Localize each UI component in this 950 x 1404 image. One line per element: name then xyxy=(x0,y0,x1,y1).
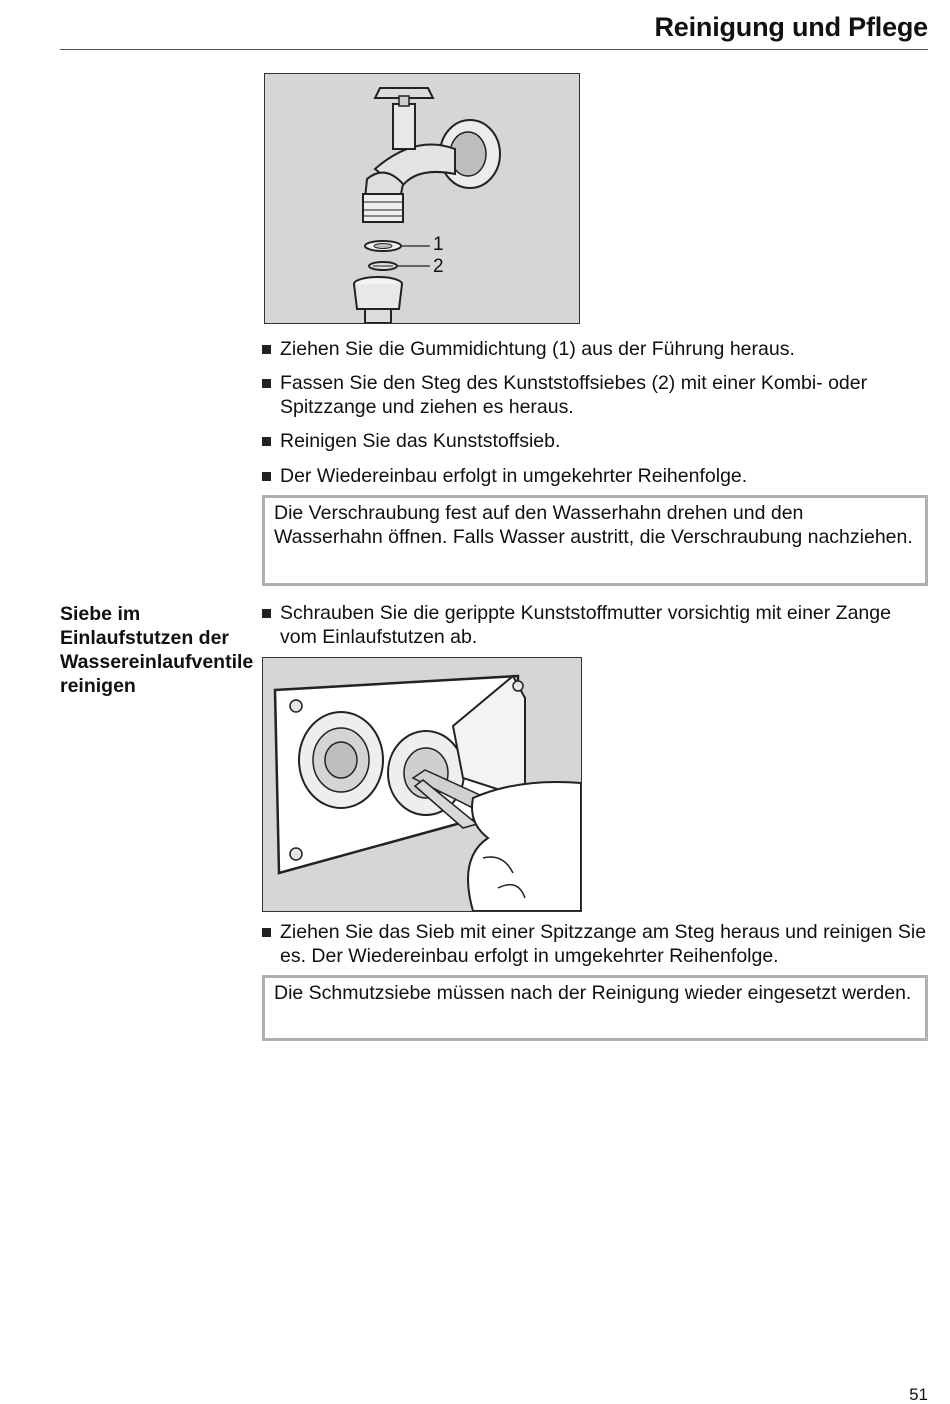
list-item xyxy=(262,337,928,361)
list-item xyxy=(262,429,928,453)
inlet-valve-drawing xyxy=(263,658,581,911)
list-item xyxy=(262,464,928,488)
note-text: Die Verschraubung fest auf den Wasserhahn drehen und den Wasserhahn öffnen. Falls Wasser austritt, die Verschraubung nachziehen. xyxy=(274,502,913,548)
instruction-text: Schrauben Sie die gerippte Kunststoffmutter vorsichtig mit einer Zange vom Einlaufstutzen ab. xyxy=(280,602,891,648)
callout-1-label: 1 xyxy=(433,234,444,255)
instruction-text: Ziehen Sie das Sieb mit einer Spitzzange am Steg heraus und reinigen Sie es. Der Wiedereinbau erfolgt in umgekehrter Reihenfolge. xyxy=(280,921,927,967)
instruction-text: Der Wiedereinbau erfolgt in umgekehrter Reihenfolge. xyxy=(280,465,748,487)
instruction-text: Ziehen Sie die Gummidichtung (1) aus der Führung heraus. xyxy=(280,338,795,360)
bullet-marker xyxy=(262,472,271,481)
page-header xyxy=(60,0,928,50)
list-item xyxy=(262,371,928,419)
instruction-text: Reinigen Sie das Kunststoffsieb. xyxy=(280,430,561,452)
note-box xyxy=(262,495,928,586)
callout-2-label: 2 xyxy=(433,256,444,277)
instruction-text: Fassen Sie den Steg des Kunststoffsiebes (2) mit einer Kombi- oder Spitzzange und ziehen es heraus. xyxy=(280,372,868,418)
page-number: 51 xyxy=(909,1385,928,1404)
bullet-marker xyxy=(262,379,271,388)
bullet-marker xyxy=(262,345,271,354)
list-item xyxy=(262,601,928,649)
tap-drawing xyxy=(265,74,579,323)
list-item xyxy=(262,920,928,968)
section-heading: Siebe im Einlaufstutzen der Wassereinlaufventile reinigen xyxy=(60,603,254,697)
bullet-marker xyxy=(262,609,271,618)
inlet-valve-illustration xyxy=(262,657,582,912)
note-box xyxy=(262,975,928,1041)
bullet-marker xyxy=(262,437,271,446)
tap-filter-illustration xyxy=(264,73,580,324)
page-title: Reinigung und Pflege xyxy=(654,12,928,42)
note-text: Die Schmutzsiebe müssen nach der Reinigung wieder eingesetzt werden. xyxy=(274,982,912,1004)
bullet-marker xyxy=(262,928,271,937)
